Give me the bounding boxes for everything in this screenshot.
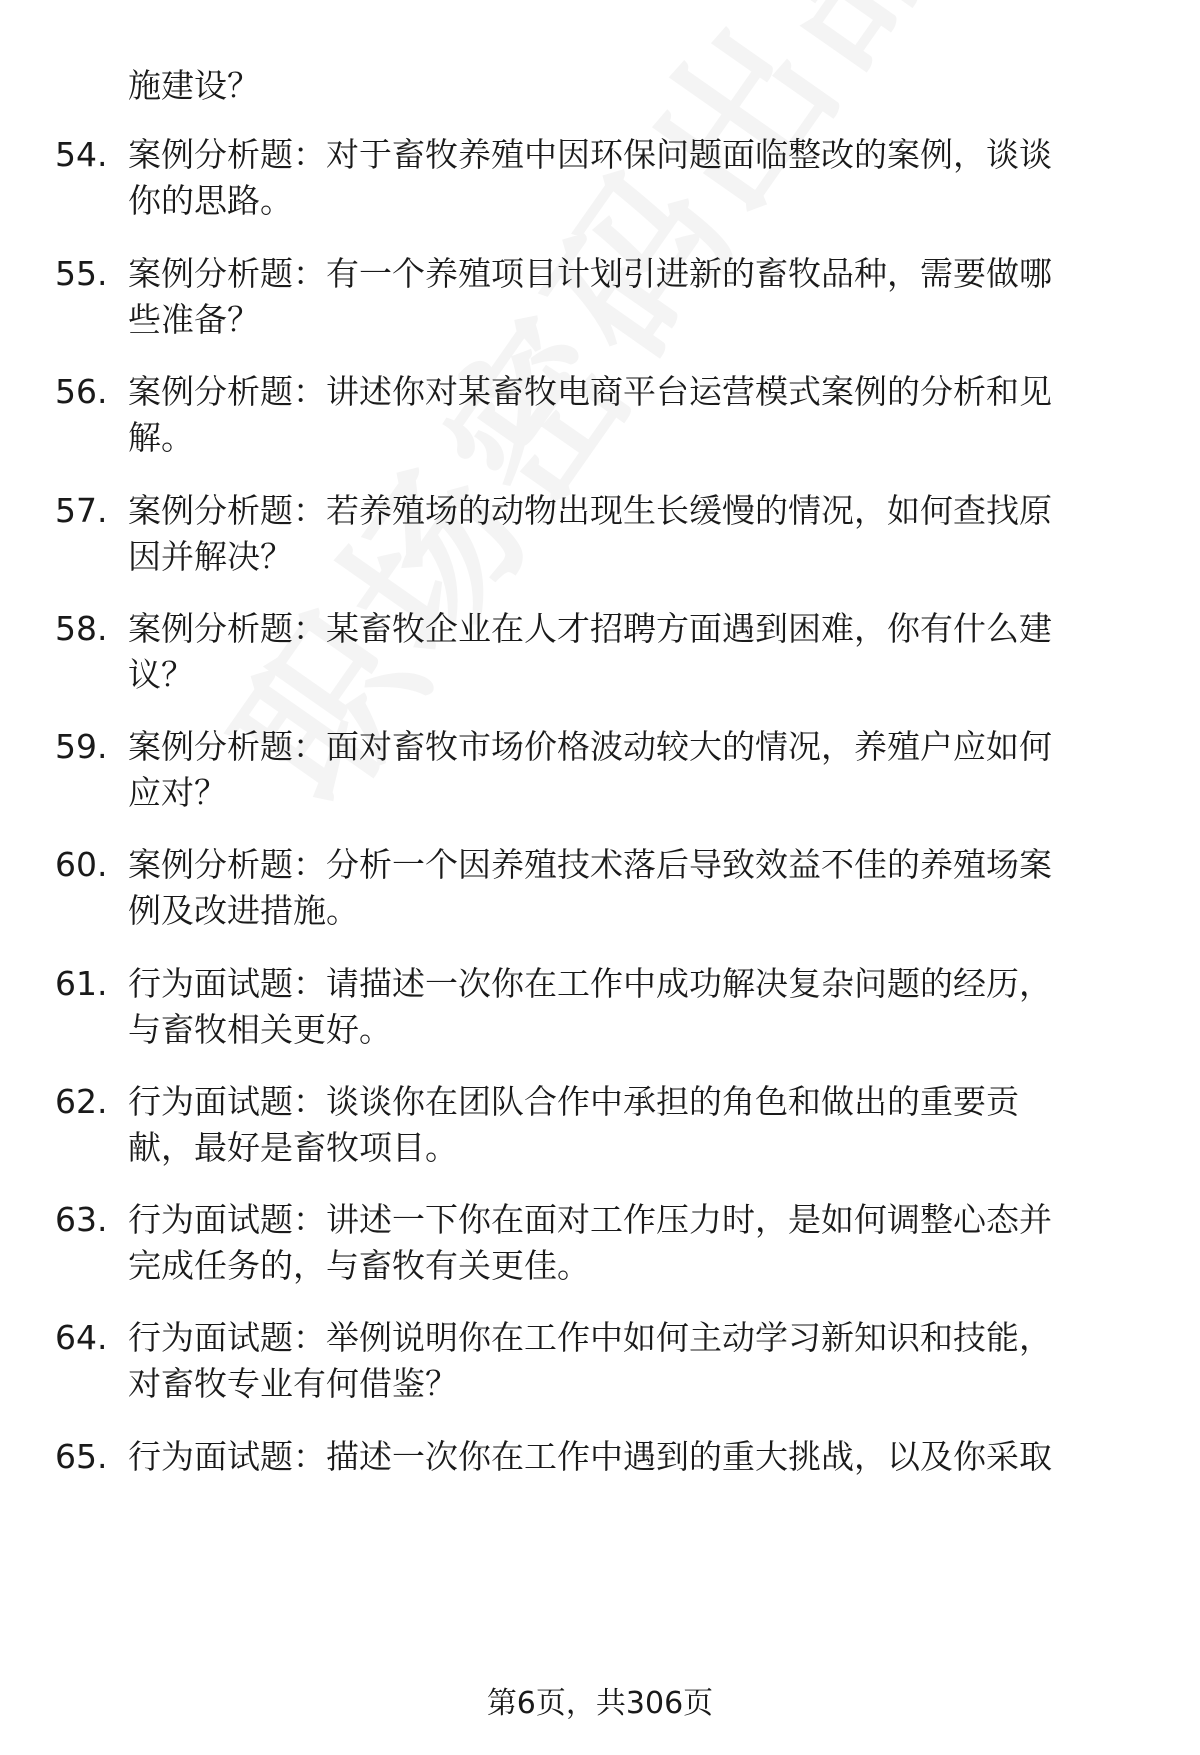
watermark (170, 0, 1002, 841)
page-footer: 第6页，共306页 (486, 1686, 714, 1721)
item-number: 56. (55, 372, 108, 411)
item-text-line: 案例分析题：有一个养殖项目计划引进新的畜牧品种，需要做哪 (128, 254, 1052, 293)
item-number: 57. (55, 491, 108, 530)
item-text-line: 完成任务的，与畜牧有关更佳。 (128, 1246, 590, 1285)
item-number: 55. (55, 254, 108, 293)
item-number: 59. (55, 727, 108, 766)
item-text-line: 案例分析题：分析一个因养殖技术落后导致效益不佳的养殖场案 (128, 845, 1052, 884)
item-text-line: 行为面试题：举例说明你在工作中如何主动学习新知识和技能， (128, 1318, 1052, 1357)
item-number: 64. (55, 1318, 108, 1357)
item-text-line: 案例分析题：若养殖场的动物出现生长缓慢的情况，如何查找原 (128, 491, 1052, 530)
item-number: 63. (55, 1200, 108, 1239)
item-text-line: 案例分析题：面对畜牧市场价格波动较大的情况，养殖户应如何 (128, 727, 1052, 766)
continuation-text: 施建设？ (128, 66, 260, 105)
item-text-line: 行为面试题：谈谈你在团队合作中承担的角色和做出的重要贡 (128, 1082, 1019, 1121)
item-text-line: 议？ (128, 655, 194, 694)
item-text-line: 献，最好是畜牧项目。 (128, 1128, 458, 1167)
item-text-line: 行为面试题：讲述一下你在面对工作压力时，是如何调整心态并 (128, 1200, 1052, 1239)
item-number: 54. (55, 135, 108, 174)
item-text-line: 因并解决？ (128, 537, 293, 576)
item-number: 61. (55, 964, 108, 1003)
item-text-line: 对畜牧专业有何借鉴？ (128, 1364, 458, 1403)
item-text-line: 案例分析题：讲述你对某畜牧电商平台运营模式案例的分析和见 (128, 372, 1052, 411)
item-text-line: 应对？ (128, 773, 227, 812)
item-text-line: 案例分析题：对于畜牧养殖中因环保问题面临整改的案例，谈谈 (128, 135, 1052, 174)
item-text-line: 例及改进措施。 (128, 891, 359, 930)
item-number: 65. (55, 1437, 108, 1476)
item-text-line: 解。 (128, 418, 194, 457)
item-text-line: 行为面试题：请描述一次你在工作中成功解决复杂问题的经历， (128, 964, 1052, 1003)
item-text-line: 案例分析题：某畜牧企业在人才招聘方面遇到困难，你有什么建 (128, 609, 1052, 648)
item-text-line: 行为面试题：描述一次你在工作中遇到的重大挑战，以及你采取 (128, 1437, 1052, 1476)
item-text-line: 些准备？ (128, 300, 260, 339)
item-number: 60. (55, 845, 108, 884)
item-text-line: 你的思路。 (128, 181, 293, 220)
item-number: 62. (55, 1082, 108, 1121)
item-number: 58. (55, 609, 108, 648)
item-text-line: 与畜牧相关更好。 (128, 1010, 392, 1049)
